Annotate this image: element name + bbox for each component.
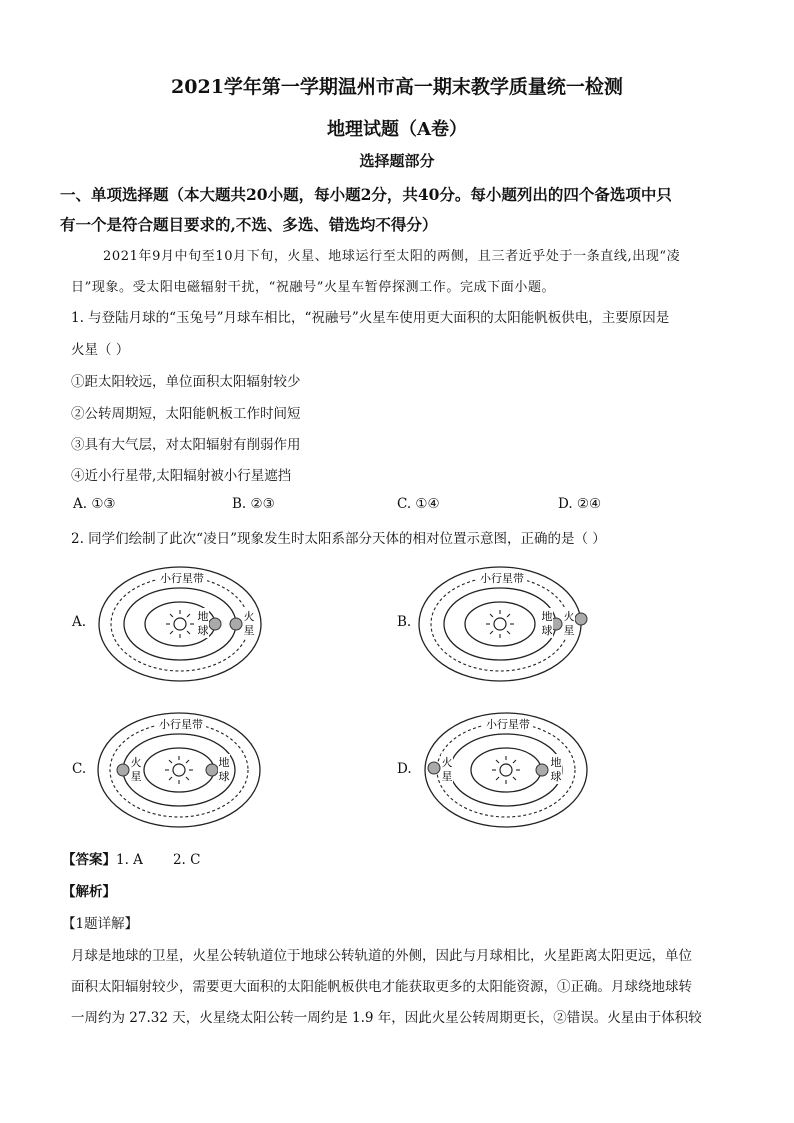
diagram-d-mars-label-1: 火 xyxy=(441,756,453,769)
diagram-a-mars-icon xyxy=(230,618,242,630)
diagram-b-earth-label-2: 球 xyxy=(541,624,553,637)
detail-label: 【1题详解】 xyxy=(62,916,139,932)
q1-option-c: C. ①④ xyxy=(397,496,440,512)
diagram-c-sun-icon xyxy=(165,756,193,784)
diagram-c-earth-label-1: 地 xyxy=(218,756,230,769)
diagram-b-letter: B. xyxy=(397,614,412,630)
q1-item-1: ①距太阳较远，单位面积太阳辐射较少 xyxy=(71,374,301,390)
diagram-b-mars-label-1: 火 xyxy=(563,610,575,623)
diagram-a-letter: A. xyxy=(72,614,87,630)
diagram-d-earth-label-2: 球 xyxy=(550,770,562,783)
diagram-c-mars-label-2: 星 xyxy=(130,770,142,783)
diagram-a-earth-label-2: 球 xyxy=(197,624,209,637)
q1-item-4: ④近小行星带,太阳辐射被小行星遮挡 xyxy=(71,468,292,484)
analysis-line1: 月球是地球的卫星，火星公转轨道位于地球公转轨道的外侧，因此与月球相比，火星距离太阳更远，单位 xyxy=(71,948,692,964)
diagram-a-mars-label-2: 星 xyxy=(243,624,255,637)
q2-stem: 2. 同学们绘制了此次“凌日”现象发生时太阳系部分天体的相对位置示意图，正确的是（ ） xyxy=(71,531,606,547)
diagram-d-mars-label-2: 星 xyxy=(441,770,453,783)
diagram-d xyxy=(420,708,592,832)
analysis-line3: 一周约为 27.32 天，火星绕太阳公转一周约是 1.9 年，因此火星公转周期更长，②错误。火星由于体积较 xyxy=(71,1010,702,1026)
section-heading-line1: 一、单项选择题（本大题共20小题，每小题2分，共40分。每小题列出的四个备选项中只 xyxy=(60,185,672,204)
q1-item-3: ③具有大气层，对太阳辐射有削弱作用 xyxy=(71,437,301,453)
diagram-a-earth-label-1: 地 xyxy=(197,610,209,623)
q1-option-a: A. ①③ xyxy=(73,496,116,512)
diagram-b-sun-icon xyxy=(486,610,514,638)
diagram-a-mars-label-1: 火 xyxy=(243,610,255,623)
diagram-b-belt-label: 小行星带 xyxy=(480,572,524,585)
diagram-a xyxy=(98,562,268,686)
q1-stem-line1: 1. 与登陆月球的“玉兔号”月球车相比，“祝融号”火星车使用更大面积的太阳能帆板供电，主要原因是 xyxy=(71,310,670,326)
page-title: 2021学年第一学期温州市高一期末教学质量统一检测 xyxy=(171,76,623,98)
analysis-line2: 面积太阳辐射较少，需要更大面积的太阳能帆板供电才能获取更多的太阳能资源，①正确。月球绕地球转 xyxy=(71,979,692,995)
diagram-d-belt-label: 小行星带 xyxy=(486,718,530,731)
diagram-c-belt-label: 小行星带 xyxy=(159,718,203,731)
answer-label: 【答案】 xyxy=(62,852,116,868)
diagram-c-earth-label-2: 球 xyxy=(218,770,230,783)
diagram-c-earth-icon xyxy=(206,764,218,776)
diagram-a-earth-icon xyxy=(209,618,221,630)
answer-text: 1. A 2. C xyxy=(116,852,201,868)
q1-option-d: D. ②④ xyxy=(558,496,602,512)
answer-row xyxy=(62,848,200,868)
diagram-c-mars-icon xyxy=(117,764,129,776)
analysis-label: 【解析】 xyxy=(62,884,116,900)
diagram-c xyxy=(95,708,267,832)
intro-line1: 2021年9月中旬至10月下旬，火星、地球运行至太阳的两侧，且三者近乎处于一条直线,出现“凌 xyxy=(103,249,681,264)
q1-option-b: B. ②③ xyxy=(232,496,275,512)
q1-stem-line2: 火星（ ） xyxy=(71,342,130,358)
page-subtitle: 地理试题（A卷） xyxy=(327,119,467,140)
diagram-c-letter: C. xyxy=(72,761,87,777)
part-heading: 选择题部分 xyxy=(359,152,435,170)
diagram-d-mars-icon xyxy=(428,762,440,774)
diagram-c-mars-label-1: 火 xyxy=(130,756,142,769)
diagram-b-mars-icon xyxy=(575,613,587,625)
diagram-b-earth-label-1: 地 xyxy=(541,610,553,623)
diagram-d-letter: D. xyxy=(397,761,412,777)
diagram-a-sun-icon xyxy=(166,610,194,638)
diagram-b-mars-label-2: 星 xyxy=(563,624,575,637)
section-heading-line2: 有一个是符合题目要求的,不选、多选、错选均不得分） xyxy=(60,215,438,234)
diagram-d-earth-icon xyxy=(536,764,548,776)
diagram-a-belt-label: 小行星带 xyxy=(160,572,204,585)
diagram-d-earth-label-1: 地 xyxy=(550,756,562,769)
diagram-b xyxy=(418,562,598,686)
diagram-d-sun-icon xyxy=(492,756,520,784)
intro-line2: 日”现象。受太阳电磁辐射干扰，“祝融号”火星车暂停探测工作。完成下面小题。 xyxy=(71,280,556,295)
q1-item-2: ②公转周期短，太阳能帆板工作时间短 xyxy=(71,406,301,422)
